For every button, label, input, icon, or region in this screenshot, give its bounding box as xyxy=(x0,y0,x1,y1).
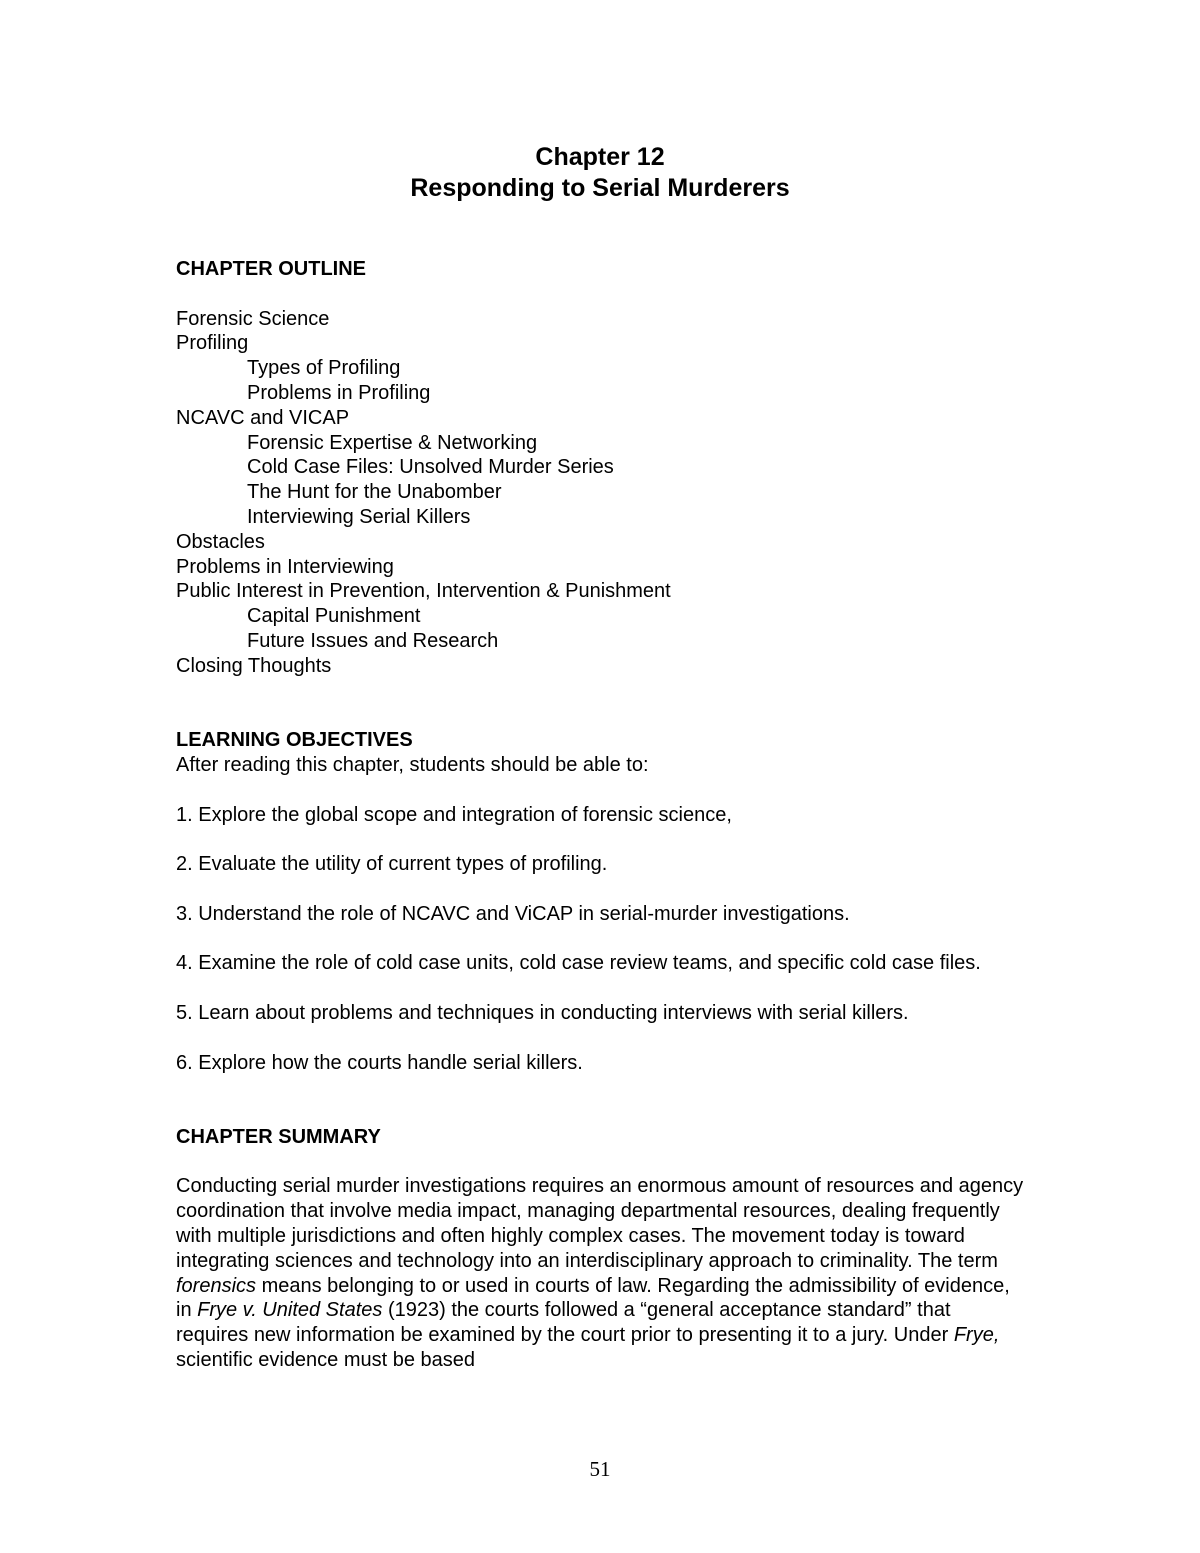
objective-item: 6. Explore how the courts handle serial killers. xyxy=(176,1051,583,1074)
summary-paragraph xyxy=(176,1174,1026,1372)
chapter-title: Responding to Serial Murderers xyxy=(410,174,790,202)
outline-subitem: Capital Punishment xyxy=(247,605,421,628)
summary-italic-case: Frye v. United States xyxy=(197,1299,383,1322)
outline-item: Profiling xyxy=(176,332,249,355)
learning-objectives xyxy=(176,803,1026,1101)
summary-italic-term: forensics xyxy=(176,1274,257,1297)
outline-item: Problems in Interviewing xyxy=(176,555,394,578)
outline-subitem: Forensic Expertise & Networking xyxy=(247,431,538,454)
chapter-outline xyxy=(176,307,1026,679)
page-content xyxy=(176,257,1026,1373)
outline-item: Obstacles xyxy=(176,530,265,553)
outline-subitem: The Hunt for the Unabomber xyxy=(247,481,502,504)
outline-item: Public Interest in Prevention, Intervention & Punishment xyxy=(176,580,671,603)
page-number: 51 xyxy=(589,1457,611,1481)
objective-item: 4. Examine the role of cold case units, cold case review teams, and specific cold case files. xyxy=(176,952,981,975)
summary-text: (1923) the courts followed a “general acceptance standard” that requires new information be examined by the court prior to presenting it to a jury. Under xyxy=(176,1299,954,1347)
chapter-number: Chapter 12 xyxy=(535,143,665,171)
objective-item: 3. Understand the role of NCAVC and ViCAP in serial-murder investigations. xyxy=(176,902,850,925)
outline-subitem: Problems in Profiling xyxy=(247,381,431,404)
outline-item: Closing Thoughts xyxy=(176,654,332,677)
objective-item: 2. Evaluate the utility of current types of profiling. xyxy=(176,853,608,876)
summary-italic-case: Frye, xyxy=(953,1324,1000,1347)
summary-heading: CHAPTER SUMMARY xyxy=(176,1125,381,1148)
outline-subitem: Future Issues and Research xyxy=(247,629,499,652)
outline-subitem: Interviewing Serial Killers xyxy=(247,505,471,528)
outline-subitem: Cold Case Files: Unsolved Murder Series xyxy=(247,456,614,479)
objectives-intro: After reading this chapter, students should be able to: xyxy=(176,753,649,776)
summary-text: scientific evidence must be based xyxy=(176,1349,476,1372)
outline-subitem: Types of Profiling xyxy=(247,357,401,380)
outline-heading: CHAPTER OUTLINE xyxy=(176,258,366,280)
objective-item: 1. Explore the global scope and integration of forensic science, xyxy=(176,803,732,826)
outline-item: Forensic Science xyxy=(176,307,330,330)
objectives-heading: LEARNING OBJECTIVES xyxy=(176,729,413,752)
summary-text: Conducting serial murder investigations requires an enormous amount of resources and agency coordination that involve media impact, managing departmental resources, dealing frequently with multiple jurisdictions and often highly complex cases. The movement today is toward integrating sciences and technology into an interdisciplinary approach to criminality. The term xyxy=(176,1175,1024,1272)
summary-text: means belonging to or used in courts of law. Regarding the admissibility of evidence, in xyxy=(176,1274,1010,1322)
outline-item: NCAVC and VICAP xyxy=(176,406,350,429)
objective-item: 5. Learn about problems and techniques in conducting interviews with serial killers. xyxy=(176,1001,909,1024)
